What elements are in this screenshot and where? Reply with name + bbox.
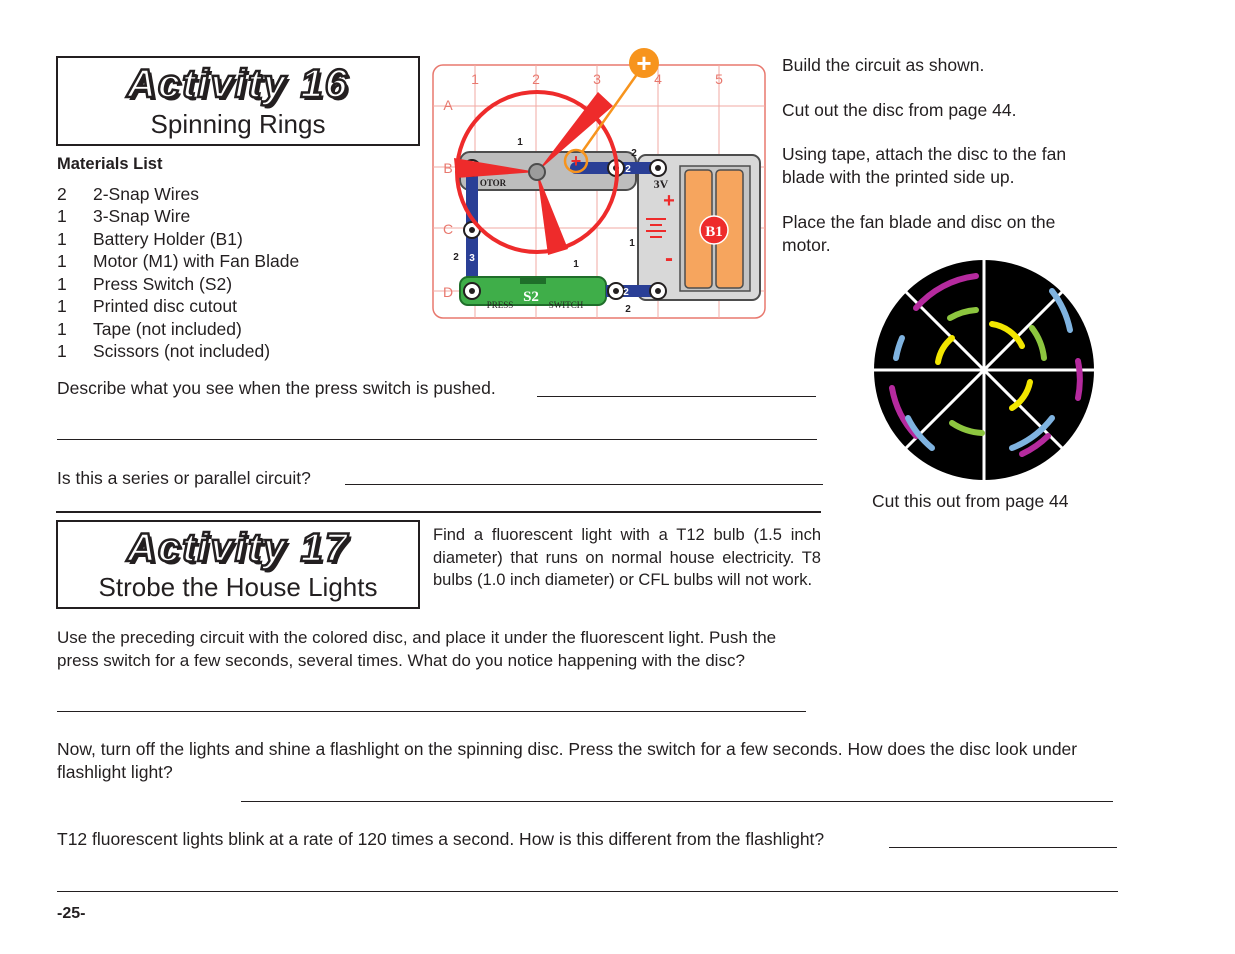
grid-col-label: 4 [654, 71, 662, 87]
grid-col-label: 1 [471, 71, 479, 87]
plus-callout-label: + [636, 48, 652, 78]
material-item: Scissors (not included) [93, 341, 271, 361]
activity16-title: Activity 16 [126, 62, 350, 106]
activity16-subtitle: Spinning Rings [150, 109, 326, 139]
activity16-header-box [56, 56, 420, 146]
battery-minus: - [665, 245, 673, 272]
grid-col-label: 5 [715, 71, 723, 87]
material-qty: 1 [57, 229, 67, 249]
material-qty: 1 [57, 274, 67, 294]
question-describe: Describe what you see when the press switch is pushed. [57, 378, 496, 398]
material-qty: 2 [57, 184, 67, 204]
instruction-2: Cut out the disc from page 44. [782, 100, 1017, 120]
list-item [57, 295, 237, 317]
activity17-title: Activity 17 [126, 526, 350, 570]
list-item [57, 340, 270, 362]
list-item [57, 318, 242, 340]
material-qty: 1 [57, 296, 67, 316]
answer-line[interactable] [57, 891, 1118, 892]
switch-text-left: PRESS [486, 300, 514, 310]
level-label: 3 [469, 253, 475, 264]
battery-label: B1 [705, 224, 723, 240]
list-item [57, 183, 199, 205]
material-item: Tape (not included) [93, 319, 242, 339]
materials-heading: Materials List [57, 155, 163, 173]
material-item: Battery Holder (B1) [93, 229, 243, 249]
section-divider [56, 511, 821, 513]
level-label: 2 [453, 252, 459, 263]
instruction-3: Using tape, attach the disc to the fan blade with the printed side up. [782, 144, 1067, 187]
grid-row-label: C [442, 221, 454, 237]
material-qty: 1 [57, 341, 67, 361]
circuit-diagram [430, 48, 770, 322]
list-item [57, 228, 243, 250]
activity17-intro: Find a fluorescent light with a T12 bulb (1.5 inch diameter) that runs on normal house electricity. T8 bulbs (1.0 inch diameter) or CFL bulbs will not work. [433, 526, 821, 589]
list-item [57, 205, 190, 227]
activity17-para1: Use the preceding circuit with the colored disc, and place it under the fluorescent light. Push the press switch for a few seconds, several times. What do you notice happening with the disc? [57, 628, 777, 670]
material-qty: 1 [57, 319, 67, 339]
material-qty: 1 [57, 251, 67, 271]
battery-voltage: 3V [653, 177, 669, 191]
activity17-header-box [56, 520, 420, 609]
battery-plus: + [663, 190, 675, 212]
material-item: 3-Snap Wire [93, 206, 191, 226]
answer-line[interactable] [345, 484, 823, 485]
activity17-subtitle: Strobe the House Lights [98, 572, 378, 602]
activity17-para3: T12 fluorescent lights blink at a rate of 120 times a second. How is this different from the flashlight? [57, 829, 825, 849]
disc-caption: Cut this out from page 44 [872, 491, 1069, 511]
level-label: 2 [631, 148, 637, 159]
level-label: 2 [625, 164, 631, 175]
switch-text-right: SWITCH [548, 300, 584, 310]
motor-plus: + [570, 151, 582, 171]
grid-row-label: D [442, 284, 454, 300]
motor-label: OTOR [479, 178, 507, 188]
instruction-1: Build the circuit as shown. [782, 55, 985, 75]
switch-label: S2 [523, 289, 539, 305]
material-item: Printed disc cutout [93, 296, 237, 316]
question-series-parallel: Is this a series or parallel circuit? [57, 468, 311, 488]
answer-line[interactable] [889, 847, 1117, 848]
page-number: -25- [57, 905, 86, 922]
level-label: 1 [629, 238, 635, 249]
material-qty: 1 [57, 206, 67, 226]
grid-row-label: B [443, 160, 453, 176]
level-label: 1 [573, 259, 579, 270]
instruction-4: Place the fan blade and disc on the motor. [782, 212, 1056, 255]
grid-col-label: 3 [593, 71, 601, 87]
grid-row-label: A [443, 97, 453, 113]
grid-col-label: 2 [532, 71, 540, 87]
answer-line[interactable] [57, 711, 806, 712]
material-item: Press Switch (S2) [93, 274, 233, 294]
list-item [57, 250, 299, 272]
answer-line[interactable] [537, 396, 816, 397]
material-item: 2-Snap Wires [93, 184, 200, 204]
answer-line[interactable] [57, 439, 817, 440]
printed-disc [872, 258, 1097, 483]
level-label: 1 [517, 137, 523, 148]
material-item: Motor (M1) with Fan Blade [93, 251, 300, 271]
level-label: 2 [625, 304, 631, 315]
answer-line[interactable] [241, 801, 1113, 802]
activity17-para2: Now, turn off the lights and shine a flashlight on the spinning disc. Press the switch for a few seconds. How does the disc look under flashlight light? [57, 739, 1078, 782]
list-item [57, 273, 232, 295]
level-label: 2 [623, 287, 629, 298]
